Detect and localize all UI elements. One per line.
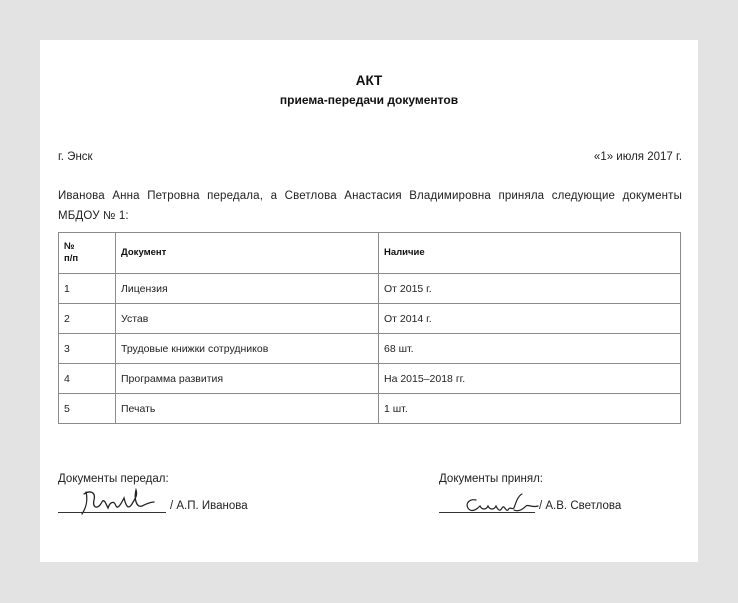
cell-presence: От 2015 г.: [379, 274, 681, 304]
city: г. Энск: [58, 151, 93, 163]
header-number-line2: п/п: [64, 253, 79, 264]
cell-document: Трудовые книжки сотрудников: [116, 334, 379, 364]
cell-presence: От 2014 г.: [379, 304, 681, 334]
header-number-line1: №: [64, 241, 75, 252]
intro-paragraph: Иванова Анна Петровна передала, а Светлова Анастасия Владимировна приняла следующие документы МБДОУ № 1:: [58, 190, 682, 222]
document-date: «1» июля 2017 г.: [593, 151, 682, 163]
giver-signature-line: [58, 512, 166, 513]
receiver-name: / А.В. Светлова: [539, 500, 622, 512]
receiver-signature-line: [439, 512, 535, 513]
table-row: [59, 304, 681, 334]
document-sheet: [40, 40, 698, 562]
cell-number: 4: [59, 364, 116, 394]
table-header-row: [59, 233, 681, 274]
cell-number: 3: [59, 334, 116, 364]
cell-document: Устав: [116, 304, 379, 334]
header-number: [59, 233, 116, 274]
cell-presence: 1 шт.: [379, 394, 681, 424]
table-row: [59, 394, 681, 424]
giver-label: Документы передал:: [58, 473, 169, 485]
cell-number: 1: [59, 274, 116, 304]
cell-number: 5: [59, 394, 116, 424]
cell-presence: 68 шт.: [379, 334, 681, 364]
giver-signature-mark: [76, 486, 158, 518]
documents-table: [58, 232, 681, 424]
cell-document: Лицензия: [116, 274, 379, 304]
table-row: [59, 364, 681, 394]
header-document: Документ: [116, 233, 379, 274]
table-row: [59, 274, 681, 304]
header-presence: Наличие: [379, 233, 681, 274]
receiver-signature-mark: [460, 492, 542, 518]
cell-number: 2: [59, 304, 116, 334]
giver-name: / А.П. Иванова: [170, 500, 248, 512]
document-title: АКТ: [355, 73, 383, 88]
cell-document: Программа развития: [116, 364, 379, 394]
document-subtitle: приема-передачи документов: [279, 93, 459, 107]
table-row: [59, 334, 681, 364]
cell-presence: На 2015–2018 гг.: [379, 364, 681, 394]
cell-document: Печать: [116, 394, 379, 424]
receiver-label: Документы принял:: [439, 473, 544, 485]
